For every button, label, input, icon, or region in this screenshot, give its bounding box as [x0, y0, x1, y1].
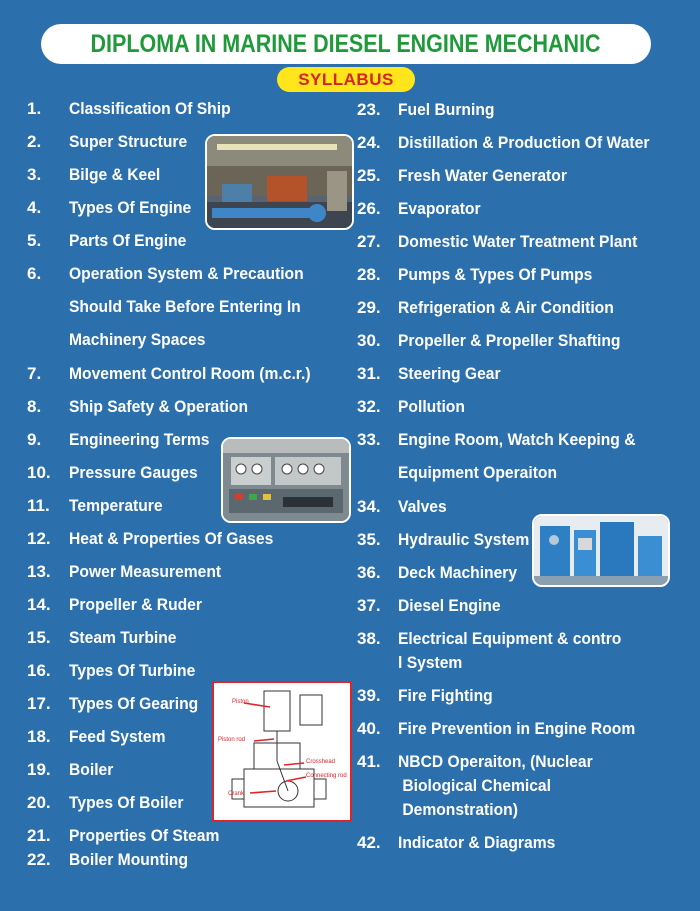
- item-number: 8.: [27, 397, 42, 416]
- item-title-line: Machinery Spaces: [69, 330, 206, 349]
- diagram-label-connecting-rod: Connecting rod: [306, 773, 347, 779]
- item-title-line: Should Take Before Entering In: [69, 297, 301, 316]
- item-title-line: Fuel Burning: [398, 100, 495, 119]
- item-number: 36.: [357, 563, 381, 582]
- item-number: 30.: [357, 331, 381, 350]
- item-title-line: NBCD Operaiton, (Nuclear: [398, 752, 593, 771]
- item-title-line: Properties Of Steam: [69, 826, 220, 845]
- item-number: 31.: [357, 364, 381, 383]
- item-number: 29.: [357, 298, 381, 317]
- item-title-line: Parts Of Engine: [69, 231, 187, 250]
- item-title-line: Super Structure: [69, 132, 188, 151]
- item-title-line: Biological Chemical: [398, 776, 551, 795]
- title-banner: [41, 24, 651, 64]
- item-title-line: Temperature: [69, 496, 163, 515]
- item-number: 37.: [357, 596, 381, 615]
- item-title-line: Ship Safety & Operation: [69, 397, 249, 416]
- item-number: 11.: [27, 496, 50, 515]
- item-title-line: Domestic Water Treatment Plant: [398, 232, 638, 251]
- item-number: 35.: [357, 530, 381, 549]
- item-title-line: Movement Control Room (m.c.r.): [69, 364, 311, 383]
- item-title-line: Pumps & Types Of Pumps: [398, 265, 593, 284]
- item-title-line: Classification Of Ship: [69, 99, 231, 118]
- item-title-line: Refrigeration & Air Condition: [398, 298, 614, 317]
- item-title-line: Steam Turbine: [69, 628, 177, 647]
- item-title-line: Engineering Terms: [69, 430, 210, 449]
- item-number: 28.: [357, 265, 381, 284]
- item-number: 17.: [27, 694, 51, 713]
- engine-diagram: [212, 681, 352, 822]
- item-number: 26.: [357, 199, 381, 218]
- item-number: 9.: [27, 430, 42, 449]
- diagram-label-piston-rod: Piston rod: [218, 737, 246, 743]
- item-number: 23.: [357, 100, 381, 119]
- item-title-line: Propeller & Ruder: [69, 595, 202, 614]
- engine-room-photo: [205, 134, 354, 230]
- item-title-line: Boiler Mounting: [69, 850, 189, 869]
- item-title-line: Power Measurement: [69, 562, 222, 581]
- item-number: 25.: [357, 166, 381, 185]
- item-title-line: Hydraulic System: [398, 530, 530, 549]
- item-number: 42.: [357, 833, 381, 852]
- syllabus-badge: [277, 67, 415, 92]
- item-number: 12.: [27, 529, 51, 548]
- item-title-line: Feed System: [69, 727, 166, 746]
- item-title-line: Types Of Turbine: [69, 661, 196, 680]
- item-number: 32.: [357, 397, 381, 416]
- machinery-photo: [532, 514, 670, 587]
- item-number: 40.: [357, 719, 381, 738]
- item-title-line: Fresh Water Generator: [398, 166, 567, 185]
- item-number: 22.: [27, 850, 51, 869]
- item-number: 13.: [27, 562, 51, 581]
- item-title-line: Evaporator: [398, 199, 481, 218]
- diagram-label-crosshead: Crosshead: [306, 759, 336, 765]
- item-number: 16.: [27, 661, 51, 680]
- item-number: 27.: [357, 232, 381, 251]
- item-number: 19.: [27, 760, 51, 779]
- item-number: 5.: [27, 231, 42, 250]
- item-title-line: Distillation & Production Of Water: [398, 133, 650, 152]
- item-number: 10.: [27, 463, 51, 482]
- item-title-line: l System: [398, 653, 463, 672]
- item-title-line: Pollution: [398, 397, 465, 416]
- item-title-line: Indicator & Diagrams: [398, 833, 556, 852]
- item-number: 38.: [357, 629, 381, 648]
- item-number: 18.: [27, 727, 51, 746]
- item-number: 14.: [27, 595, 51, 614]
- item-number: 6.: [27, 264, 42, 283]
- item-title-line: Types Of Boiler: [69, 793, 184, 812]
- item-number: 7.: [27, 364, 42, 383]
- item-title-line: Electrical Equipment & contro: [398, 629, 622, 648]
- item-title-line: Operation System & Precaution: [69, 264, 304, 283]
- item-title-line: Heat & Properties Of Gases: [69, 529, 274, 548]
- item-title-line: Engine Room, Watch Keeping &: [398, 430, 636, 449]
- item-number: 1.: [27, 99, 42, 118]
- item-title-line: Diesel Engine: [398, 596, 501, 615]
- item-number: 20.: [27, 793, 51, 812]
- item-number: 21.: [27, 826, 51, 845]
- item-number: 34.: [357, 497, 381, 516]
- item-title-line: Propeller & Propeller Shafting: [398, 331, 621, 350]
- item-title-line: Boiler: [69, 760, 114, 779]
- item-title-line: Equipment Operaiton: [398, 463, 558, 482]
- item-number: 15.: [27, 628, 51, 647]
- item-title-line: Fire Fighting: [398, 686, 493, 705]
- item-title-line: Demonstration): [398, 800, 518, 819]
- item-number: 4.: [27, 198, 42, 217]
- syllabus-label: SYLLABUS: [298, 69, 394, 89]
- item-title-line: Steering Gear: [398, 364, 501, 383]
- diagram-label-crank: Crank: [228, 791, 245, 797]
- item-number: 24.: [357, 133, 381, 152]
- item-title-line: Fire Prevention in Engine Room: [398, 719, 636, 738]
- item-title-line: Deck Machinery: [398, 563, 518, 582]
- page-title: DIPLOMA IN MARINE DIESEL ENGINE MECHANIC: [90, 29, 602, 58]
- item-number: 39.: [357, 686, 381, 705]
- item-title-line: Valves: [398, 497, 447, 516]
- item-title-line: Bilge & Keel: [69, 165, 161, 184]
- diagram-label-piston: Piston: [232, 699, 249, 705]
- item-number: 3.: [27, 165, 42, 184]
- item-title-line: Pressure Gauges: [69, 463, 198, 482]
- item-title-line: Types Of Gearing: [69, 694, 199, 713]
- item-number: 41.: [357, 752, 381, 771]
- item-number: 2.: [27, 132, 42, 151]
- item-number: 33.: [357, 430, 381, 449]
- item-title-line: Types Of Engine: [69, 198, 192, 217]
- control-panel-photo: [221, 437, 351, 523]
